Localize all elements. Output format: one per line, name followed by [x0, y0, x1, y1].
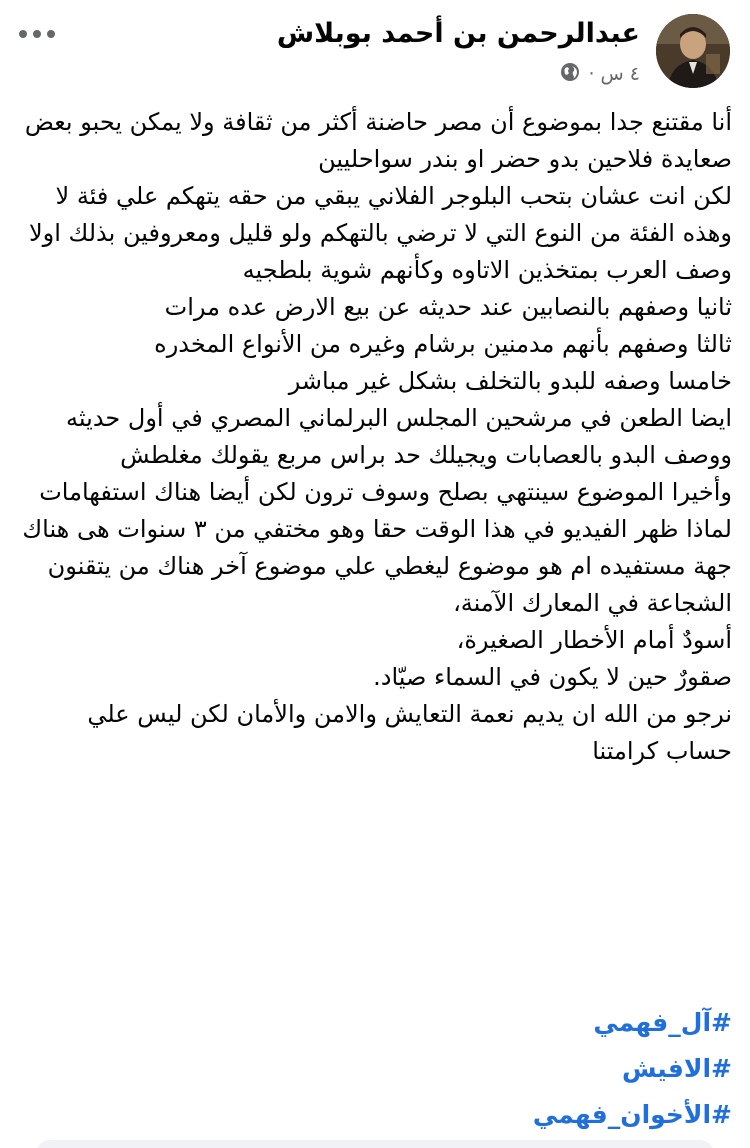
post-line: وأخيرا الموضوع سينتهي بصلح وسوف ترون لكن أيضا هناك استفهامات لماذا ظهر الفيديو في هذا الوقت حقا وهو مختفي من ٣ سنوات هى هناك جهة مستفيده ام هو موضوع ليغطي علي موضوع آخر هناك من يتقنون الشجاعة في المعارك الآمنة، [22, 478, 732, 617]
hashtag-link[interactable]: #الافيش [621, 1054, 732, 1083]
post-line: أنا مقتنع جدا بموضوع أن مصر حاضنة أكثر من ثقافة ولا يمكن يحبو بعض صعايدة فلاحين بدو حضر او بندر سواحليين [24, 108, 732, 173]
post-line: ثالثا وصفهم بأنهم مدمنين برشام وغيره من الأنواع المخدره [154, 330, 732, 358]
more-options-button[interactable] [12, 16, 62, 52]
author-name[interactable]: عبدالرحمن بن أحمد بوبلاش [276, 18, 640, 49]
post-line: ووصف البدو بالعصابات ويجيلك حد براس مربع يقولك مغلطش [120, 441, 732, 469]
hashtag-list [533, 1000, 732, 1138]
post-line: ثانيا وصفهم بالنصابين عند حديثه عن بيع الارض عده مرات [164, 293, 732, 321]
post-text [18, 104, 732, 770]
post-line: خامسا وصفه للبدو بالتخلف بشكل غير مباشر [288, 367, 732, 395]
post-header [0, 0, 750, 100]
profile-photo [656, 14, 730, 88]
globe-icon [560, 62, 580, 86]
post-line: نرجو من الله ان يديم نعمة التعايش والامن والأمان لكن ليس علي حساب كرامتنا [87, 700, 732, 765]
post-line: ايضا الطعن في مرشحين المجلس البرلماني المصري في أول حديثه [66, 404, 732, 432]
post-meta [560, 62, 640, 86]
post-time[interactable]: ٤ س · [588, 63, 640, 85]
avatar[interactable] [656, 14, 730, 88]
hashtag-link[interactable]: #آل_فهمي [593, 1008, 732, 1037]
post-line: أسودٌ أمام الأخطار الصغيرة، [456, 626, 732, 654]
next-element-edge [36, 1140, 714, 1148]
hashtag-link[interactable]: #الأخوان_فهمي [532, 1100, 732, 1129]
post-line: صقورٌ حين لا يكون في السماء صيّاد. [373, 663, 732, 691]
more-icon [17, 28, 57, 40]
post-line: لكن انت عشان بتحب البلوجر الفلاني يبقي من حقه يتهكم علي فئة لا وهذه الفئة من النوع التي لا ترضي بالتهكم ولو قليل ومعروفين بذلك اولا وصف العرب بمتخذين الاتاوه وكأنهم شوية بلطجيه [28, 182, 732, 284]
